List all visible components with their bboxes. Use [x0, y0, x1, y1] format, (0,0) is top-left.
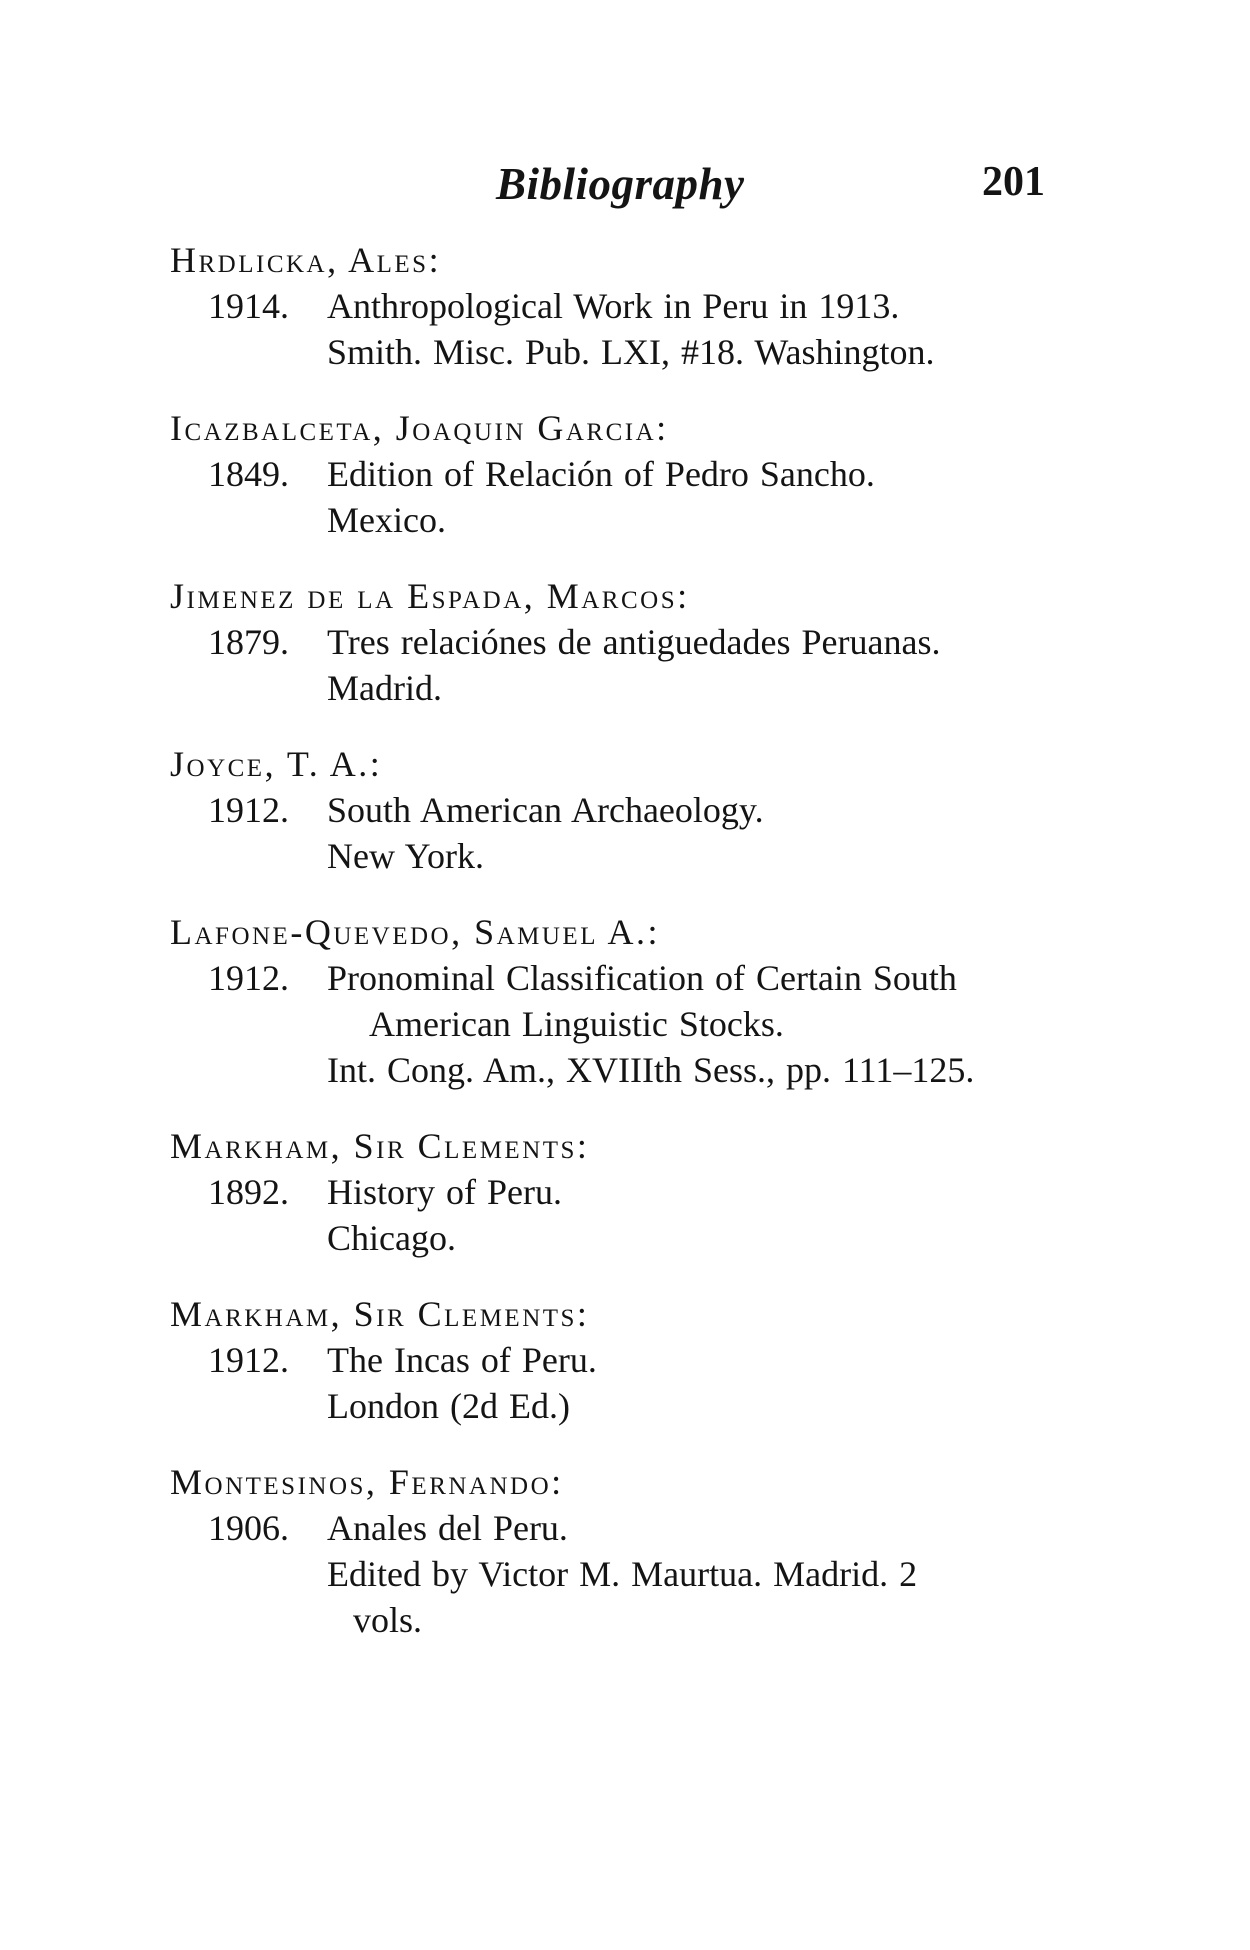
- entry-year: 1849.: [208, 454, 289, 494]
- entry-publication: London (2d Ed.): [327, 1386, 570, 1426]
- running-head: [0, 158, 1250, 218]
- entry-publication: New York.: [327, 836, 485, 876]
- entry-author: Icazbalceta, Joaquin Garcia:: [170, 408, 669, 448]
- entry-line: [170, 787, 1070, 833]
- bibliography-entry: [170, 909, 1070, 1093]
- entry-title-continued: American Linguistic Stocks.: [369, 1004, 784, 1044]
- entry-title: Pronominal Classification of Certain South: [327, 958, 957, 998]
- bibliography-entry: [170, 237, 1070, 375]
- entry-publication: Int. Cong. Am., XVIIIth Sess., pp. 111–125.: [327, 1050, 975, 1090]
- entry-line: [170, 451, 1070, 497]
- entry-author: Markham, Sir Clements:: [170, 1294, 590, 1334]
- entry-author: Hrdlicka, Ales:: [170, 240, 442, 280]
- entry-author: Markham, Sir Clements:: [170, 1126, 590, 1166]
- bibliography-entry: [170, 1459, 1070, 1643]
- bibliography-entry: [170, 1123, 1070, 1261]
- entry-title: History of Peru.: [327, 1172, 562, 1212]
- entry-year: 1912.: [208, 958, 289, 998]
- entry-line: [170, 1337, 1070, 1383]
- entry-line: [170, 329, 1070, 375]
- entry-title: Tres relaciónes de antiguedades Peruanas.: [327, 622, 941, 662]
- entry-publication: Smith. Misc. Pub. LXI, #18. Washington.: [327, 332, 935, 372]
- entry-year: 1879.: [208, 622, 289, 662]
- entry-line: [170, 1001, 1070, 1047]
- bibliography-entry: [170, 741, 1070, 879]
- running-head-title: Bibliography: [496, 159, 745, 209]
- entry-line: [170, 1383, 1070, 1429]
- entry-publication-continued: vols.: [353, 1600, 423, 1640]
- entry-line: [170, 1505, 1070, 1551]
- entry-title: The Incas of Peru.: [327, 1340, 597, 1380]
- bibliography-list: [170, 237, 1070, 1673]
- entry-publication: Madrid.: [327, 668, 442, 708]
- entry-publication: Mexico.: [327, 500, 446, 540]
- entry-publication: Edited by Victor M. Maurtua. Madrid. 2: [327, 1554, 918, 1594]
- entry-title: South American Archaeology.: [327, 790, 764, 830]
- entry-author: Montesinos, Fernando:: [170, 1462, 564, 1502]
- bibliography-entry: [170, 573, 1070, 711]
- entry-line: [170, 833, 1070, 879]
- entry-year: 1892.: [208, 1172, 289, 1212]
- entry-line: [170, 283, 1070, 329]
- entry-line: [170, 497, 1070, 543]
- entry-title: Edition of Relación of Pedro Sancho.: [327, 454, 875, 494]
- entry-line: [170, 1215, 1070, 1261]
- entry-line: [170, 1597, 1070, 1643]
- entry-author: Lafone-Quevedo, Samuel A.:: [170, 912, 660, 952]
- entry-line: [170, 1047, 1070, 1093]
- entry-year: 1912.: [208, 1340, 289, 1380]
- entry-line: [170, 1551, 1070, 1597]
- bibliography-entry: [170, 1291, 1070, 1429]
- entry-year: 1914.: [208, 286, 289, 326]
- page-number: 201: [982, 159, 1045, 205]
- entry-title: Anthropological Work in Peru in 1913.: [327, 286, 900, 326]
- entry-author: Jimenez de la Espada, Marcos:: [170, 576, 690, 616]
- entry-year: 1912.: [208, 790, 289, 830]
- entry-line: [170, 1169, 1070, 1215]
- entry-author: Joyce, T. A.:: [170, 744, 383, 784]
- entry-line: [170, 665, 1070, 711]
- entry-publication: Chicago.: [327, 1218, 456, 1258]
- entry-year: 1906.: [208, 1508, 289, 1548]
- entry-line: [170, 955, 1070, 1001]
- entry-title: Anales del Peru.: [327, 1508, 568, 1548]
- bibliography-entry: [170, 405, 1070, 543]
- entry-line: [170, 619, 1070, 665]
